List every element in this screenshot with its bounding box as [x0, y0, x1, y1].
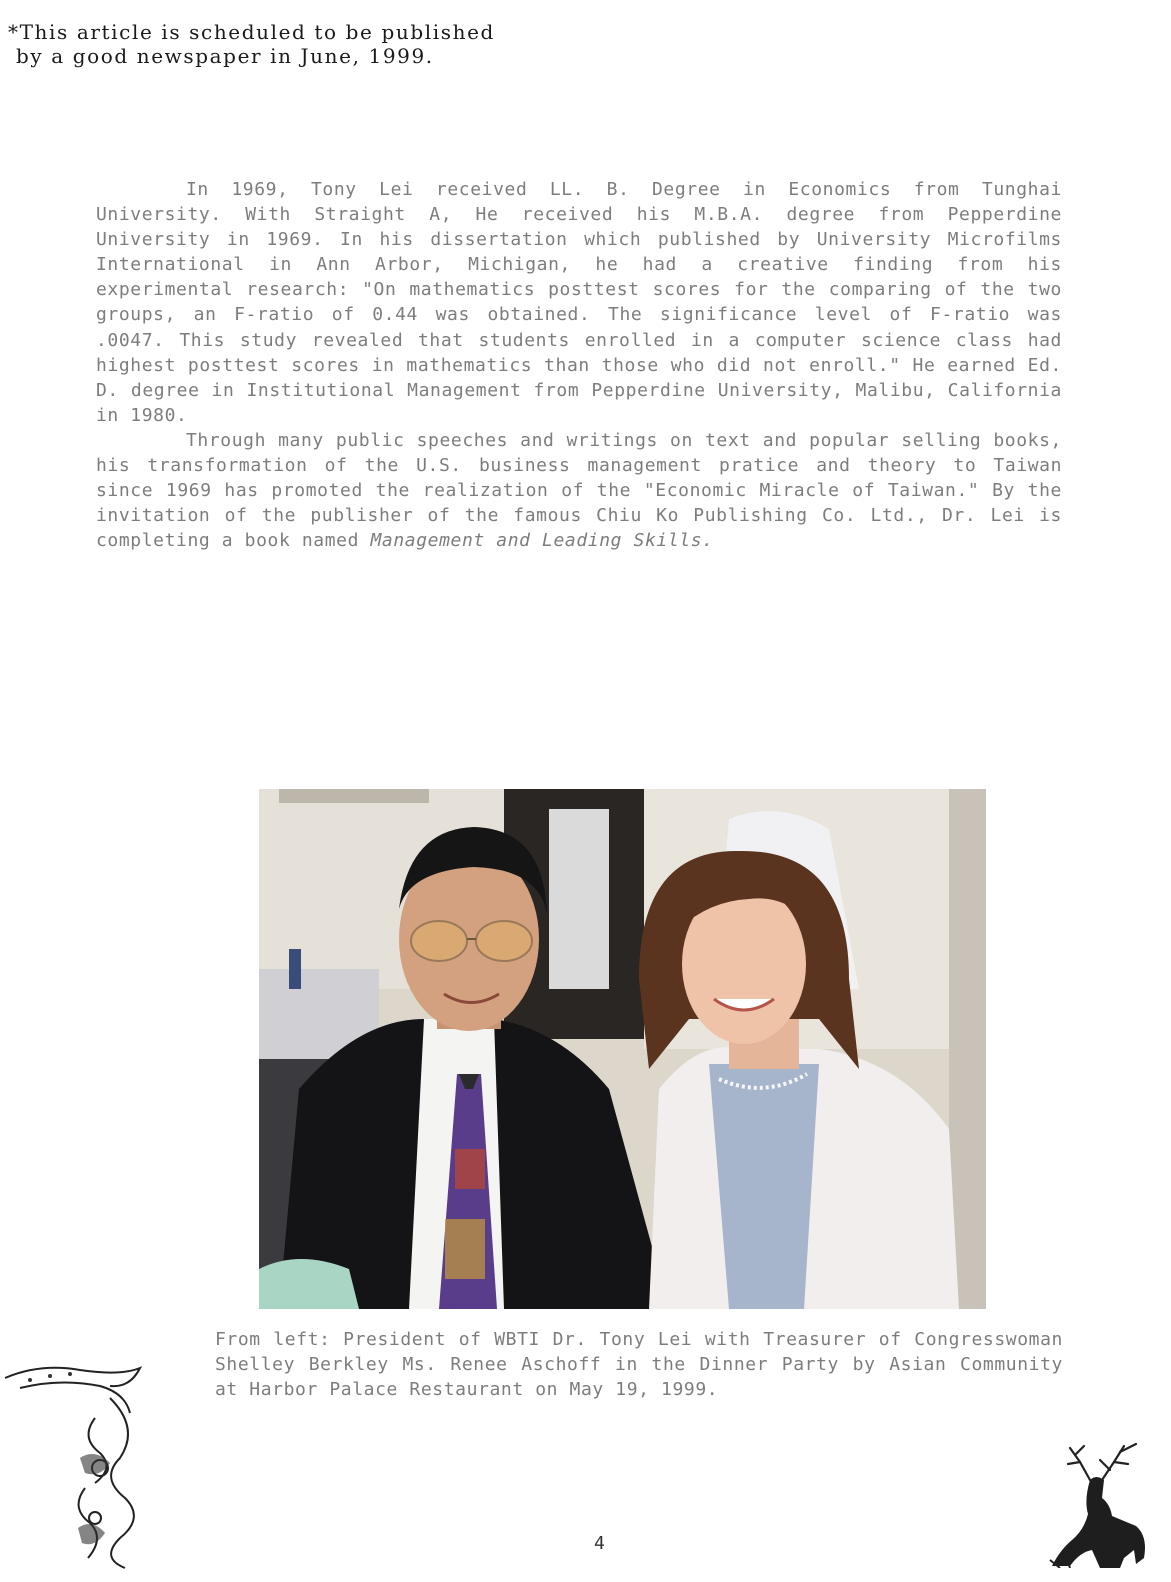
- publication-note-line1: *This article is scheduled to be published: [8, 20, 495, 44]
- page-number: 4: [594, 1533, 605, 1554]
- event-photo: [259, 789, 986, 1309]
- article-paragraph-2: [96, 428, 1062, 553]
- event-photo-illustration: [259, 789, 986, 1309]
- photo-caption: From left: President of WBTI Dr. Tony Lei with Treasurer of Congresswoman Shelley Berkley Ms. Renee Aschoff in the Dinner Party by Asian Community at Harbor Palace Restaurant on May 19, 1999.: [215, 1329, 1063, 1401]
- publication-note: [8, 20, 495, 68]
- ornamental-flourish-icon: [0, 1358, 150, 1570]
- article-body: [96, 177, 1062, 553]
- article-paragraph-1: In 1969, Tony Lei received LL. B. Degree in Economics from Tunghai University. With Straight A, He received his M.B.A. degree from Pepperdine University in 1969. In his dissertation which published by University Microfilms International in Ann Arbor, Michigan, he had a creative finding from his experimental research: "On mathematics posttest scores for the comparing of the two groups, an F-ratio of 0.44 was obtained. The significance level of F-ratio was .0047. This study revealed that students enrolled in a computer science class had highest posttest scores in mathematics than those who did not enroll." He earned Ed. D. degree in Institutional Management from Pepperdine University, Malibu, California in 1980.: [96, 179, 1062, 426]
- stag-silhouette-icon: [1040, 1440, 1152, 1568]
- article-paragraph-2-text: Through many public speeches and writings on text and popular selling books, his transformation of the U.S. business management pratice and theory to Taiwan since 1969 has promoted the realization of the "Economic Miracle of Taiwan." By the invitation of the publisher of the famous Chiu Ko Publishing Co. Ltd., Dr. Lei is completing a book named: [96, 429, 1062, 552]
- book-title: Management and Leading Skills.: [370, 530, 714, 552]
- publication-note-line2: by a good newspaper in June, 1999.: [8, 44, 434, 68]
